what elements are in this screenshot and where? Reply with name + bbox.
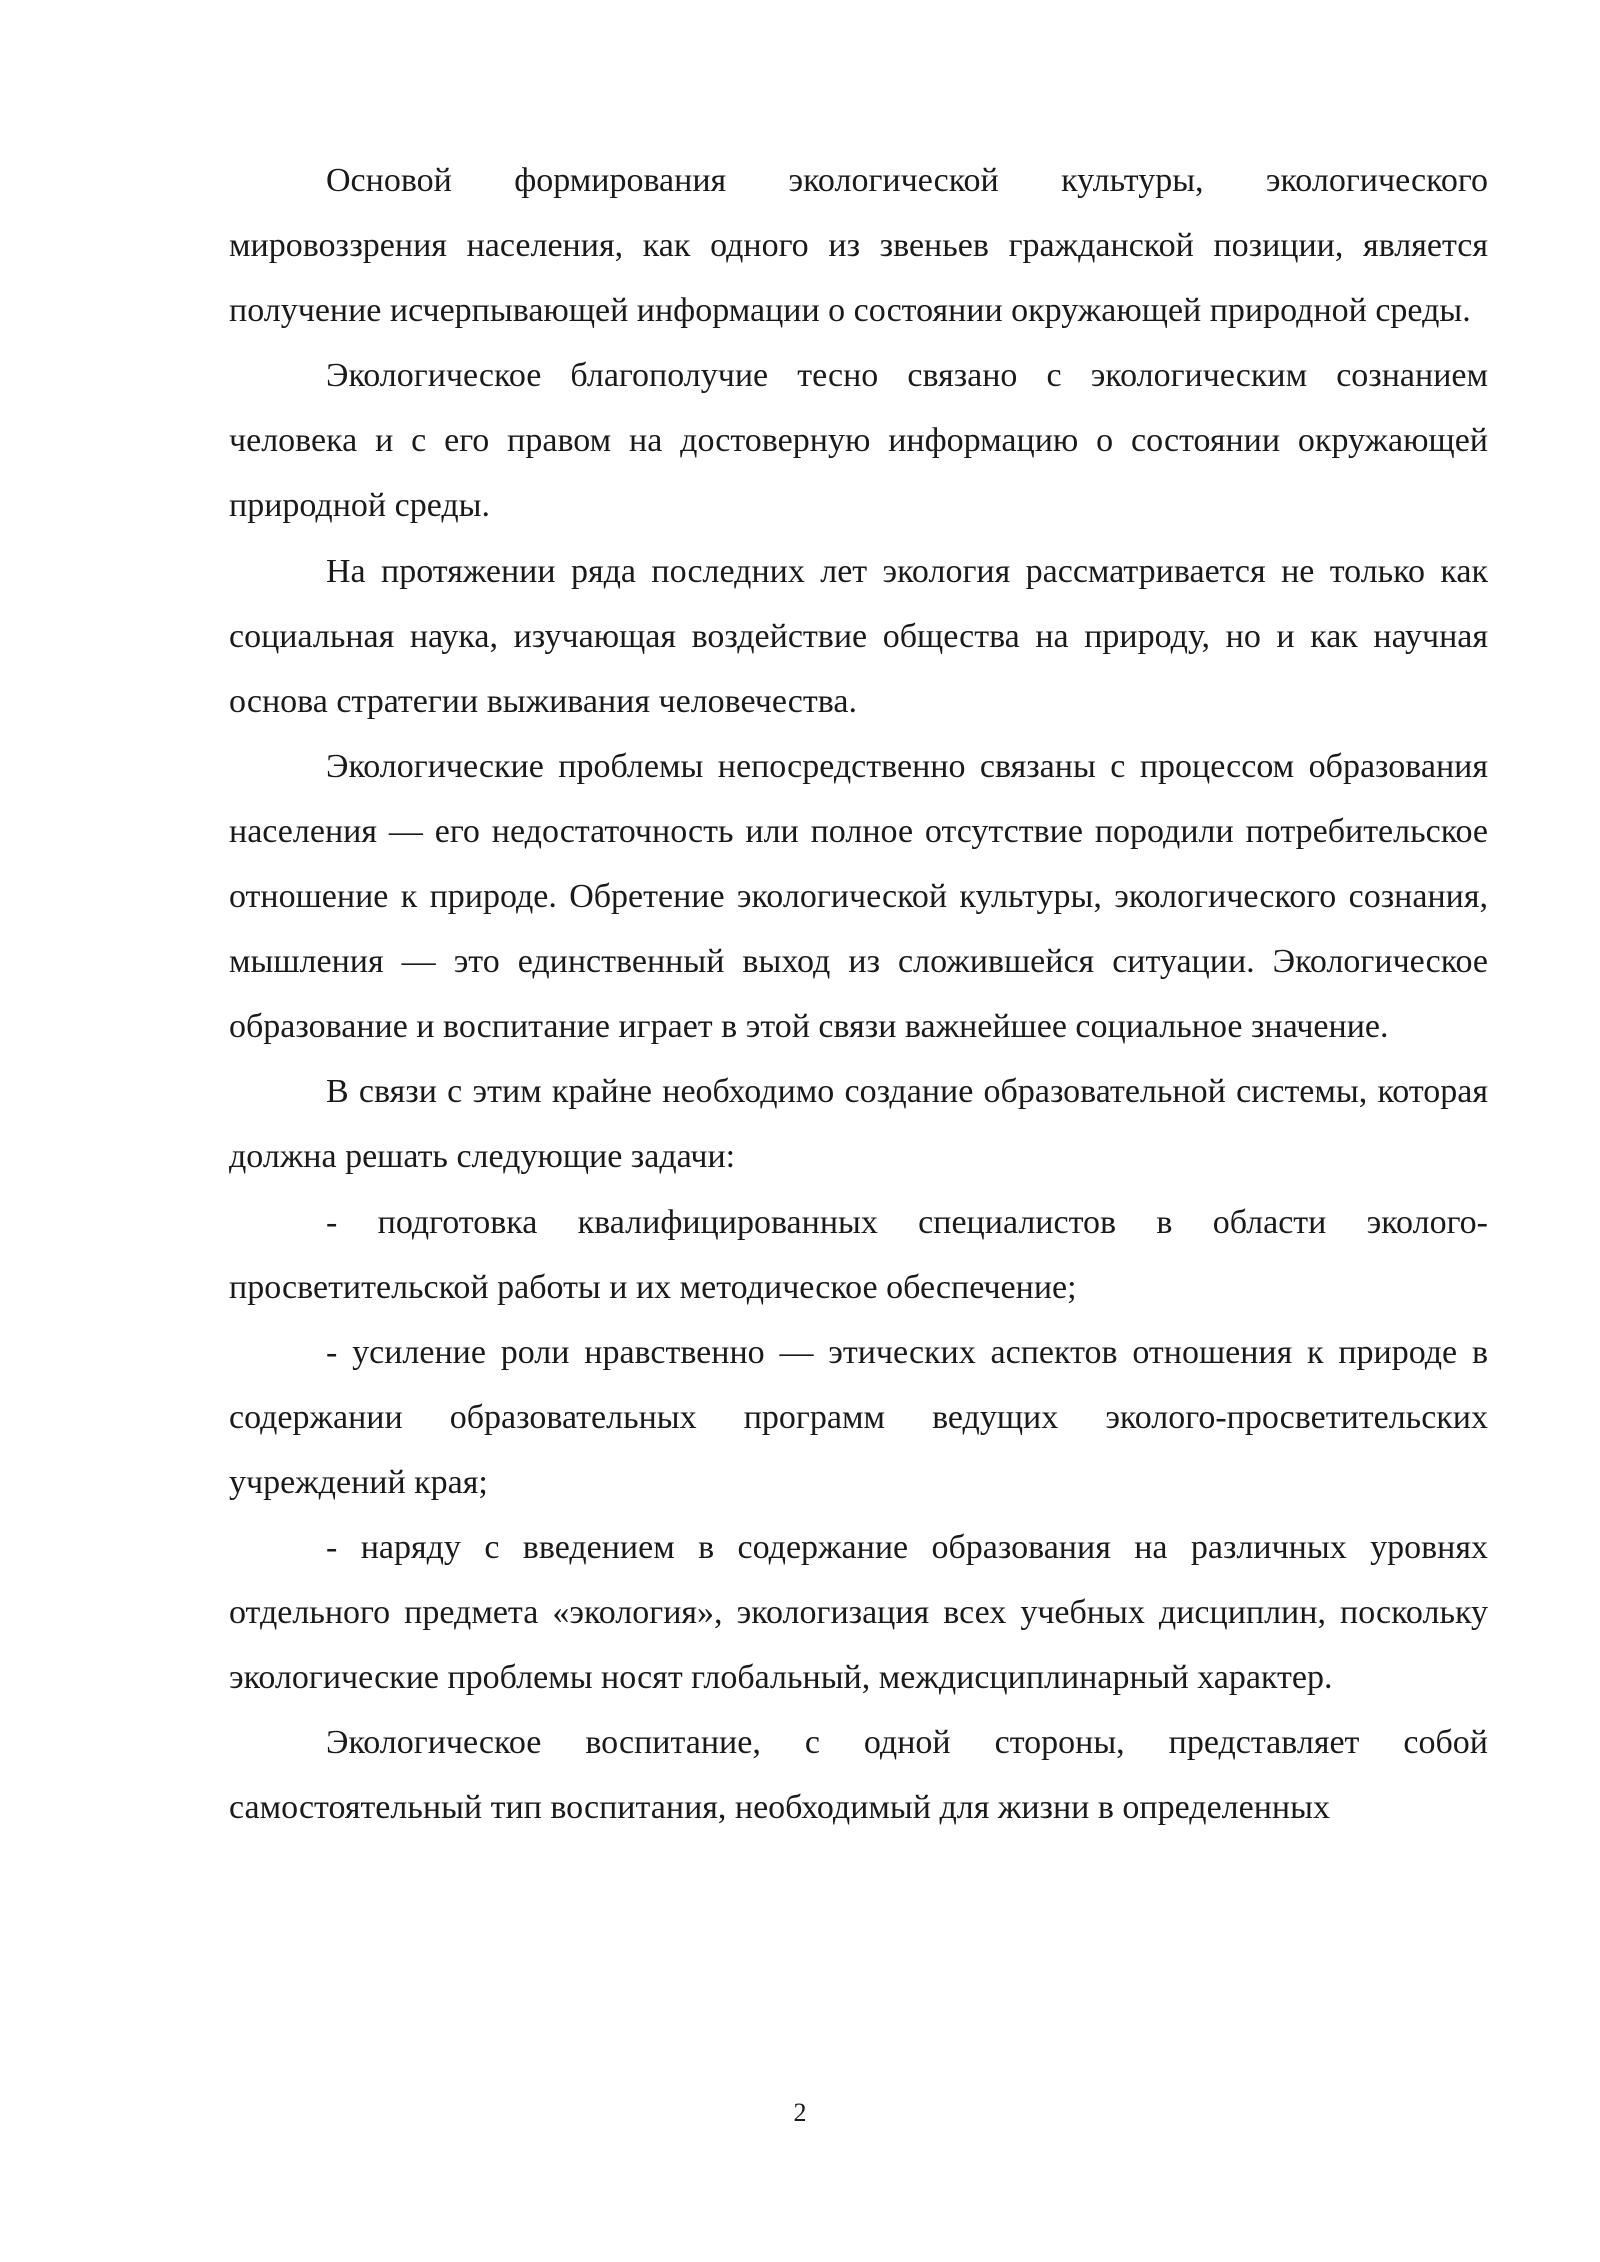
page-number: 2: [793, 2098, 807, 2127]
paragraph: Экологические проблемы непосредственно связаны с процессом образования населения — его недостаточность или полное отсутствие породили потребительское отношение к природе. Обретение экологической культуры, экологического сознания, мышления — это единственный выход из сложившейся ситуации. Экологическое образование и воспитание играет в этой связи важнейшее социальное значение.: [229, 747, 1488, 1046]
paragraph: На протяжении ряда последних лет экология рассматривается не только как социальная наука, изучающая воздействие общества на природу, но и как научная основа стратегии выживания человечества.: [229, 552, 1488, 720]
document-body: [229, 148, 1488, 1840]
paragraph: Экологическое воспитание, с одной стороны, представляет собой самостоятельный тип воспитания, необходимый для жизни в определенных: [229, 1724, 1488, 1827]
paragraph: Основой формирования экологической культуры, экологического мировоззрения населения, как одного из звеньев гражданской позиции, является получение исчерпывающей информации о состоянии окружающей природной среды.: [229, 162, 1488, 330]
list-item: - наряду с введением в содержание образования на различных уровнях отдельного предмета «экология», экологизация всех учебных дисциплин, поскольку экологические проблемы носят глобальный, междисциплинарный характер.: [229, 1528, 1488, 1697]
list-item: - подготовка квалифицированных специалистов в области эколого-просветительской работы и их методическое обеспечение;: [229, 1203, 1488, 1306]
list-item: - усиление роли нравственно — этических аспектов отношения к природе в содержании образовательных программ ведущих эколого-просветительских учреждений края;: [229, 1333, 1488, 1501]
paragraph: В связи с этим крайне необходимо создание образовательной системы, которая должна решать следующие задачи:: [229, 1073, 1488, 1176]
paragraph: Экологическое благополучие тесно связано с экологическим сознанием человека и с его правом на достоверную информацию о состоянии окружающей природной среды.: [229, 357, 1488, 525]
